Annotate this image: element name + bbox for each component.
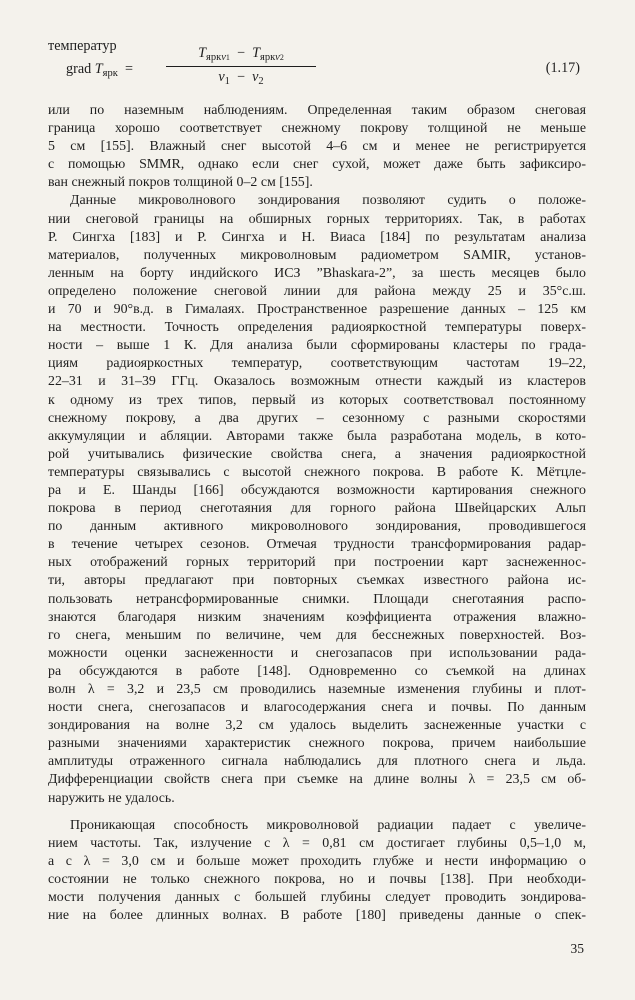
paragraph-2 — [48, 192, 586, 807]
text-line: зондирования на волне 3,2 см удалось выделить заснеженные участки с — [48, 718, 586, 734]
text-line: снежному покрову, а два других – сезонному с разными скоростями — [48, 410, 586, 426]
text-line: ван снежный покров толщиной 0–2 см [155]. — [48, 175, 313, 191]
den-nu2: ν — [252, 69, 259, 85]
text-line: граница хорошо соответствует снежному покрову толщиной не меньше — [48, 121, 586, 137]
text-line: нии снеговой границы на обширных горных территориях. Так, в работах — [48, 211, 586, 227]
text-line: материалов, полученных микроволновым радиометром SAMIR, установ- — [48, 247, 586, 263]
paragraph-3 — [48, 817, 586, 926]
formula-lhs — [66, 61, 133, 79]
text-line: разными значениями характеристик снежного покрова, причем наибольшие — [48, 736, 586, 752]
text-line: Проникающая способность микроволновой радиации падает с увеличе- — [70, 817, 586, 833]
text-line: определено положение снеговой линии для района между 25 и 35°с.ш. — [48, 283, 586, 299]
page-content — [48, 36, 586, 925]
text-line: 5 см [155]. Влажный снег высотой 4–6 см и менее не регистрируется — [48, 139, 586, 155]
text-line: пользовать нетрансформированные снимки. Площади снеготаяния распо- — [48, 591, 586, 607]
text-line: рой учитывались физические свойства снега, а значения радиояркостной — [48, 446, 586, 462]
text-line: или по наземным наблюдениям. Определенная таким образом снеговая — [48, 103, 586, 118]
text-line: го снега, меньшим по величине, чем для бесснежных поверхностей. Воз- — [48, 627, 586, 643]
num-sub2: ярк — [259, 52, 276, 63]
text-line: наружить не удалось. — [48, 790, 175, 806]
num-T1: T — [198, 45, 207, 61]
text-line: Р. Сингха [183] и Р. Сингха и Н. Виаса [184] по результатам анализа — [48, 229, 586, 245]
formula-equals: = — [124, 61, 133, 77]
paragraph-1 — [48, 102, 586, 192]
text-line: 22–31 и 31–39 ГГц. Оказалось возможным отнести каждый из кластеров — [48, 374, 586, 390]
text-line: ных отображений горных территорий при построении карт заснеженнос- — [48, 555, 586, 571]
den-minus: − — [236, 69, 245, 85]
equation-1-17 — [48, 36, 586, 102]
text-line: ти, авторы предлагают при повторных съемках известного района ис- — [48, 573, 586, 589]
text-line: состоянии не только снежного покрова, но и почвы [138]. При необходи- — [48, 871, 586, 887]
num-nu2: ν — [275, 52, 280, 63]
text-line: ности – выше 1 К. Для анализа были сформированы кластеры по града- — [48, 338, 586, 354]
text-line: по данным активного микроволнового зондирования, проводившегося — [48, 519, 586, 535]
text-line: температуры связывались с высотой снежного покрова. В работе К. Мётцле- — [48, 464, 586, 480]
text-line: амплитуды отраженного сигнала наблюдались для плотного снега и льда. — [48, 754, 586, 770]
num-nu1: ν — [221, 52, 226, 63]
text-line: Дифференциации свойств снега при съемке на длине волны λ = 23,5 см об- — [48, 772, 586, 788]
text-line: нием частоты. Так, излучение с λ = 0,81 см достигает глубины 0,5–1,0 м, — [48, 835, 586, 851]
formula-grad: grad — [66, 61, 92, 77]
text-line: ности снега, снегозапасов и влагосодержания снега и почвы. По данным — [48, 700, 586, 716]
num-sub1: ярк — [206, 52, 222, 63]
den-idx1: 1 — [224, 76, 230, 87]
text-line: с помощью SMMR, однако если снег сухой, может даже быть зафиксиро- — [48, 157, 586, 173]
num-idx1: 1 — [225, 53, 230, 62]
text-line: ленным на борту индийского ИСЗ ”Bhaskara-2”, за шесть месяцев было — [48, 265, 586, 281]
num-minus: − — [236, 45, 245, 61]
text-line: ра обсуждаются в работе [148]. Одновременно со съемкой на длинах — [48, 663, 586, 679]
equation-number: (1.17) — [545, 60, 580, 76]
text-line: ние на более длинных волнах. В работе [180] приведены данные о спек- — [48, 908, 586, 924]
den-nu1: ν — [218, 69, 225, 85]
text-line: циям радиояркостных температур, соответствующим частотам 19–22, — [48, 356, 586, 372]
text-line: в течение четырех сезонов. Отмечая трудности трансформирования радар- — [48, 537, 586, 553]
text-line: а с λ = 3,0 см и больше может проходить глубже и нести информацию о — [48, 853, 586, 869]
text-line: и 70 и 90°в.д. в Гималаях. Пространственное разрешение данных – 125 км — [48, 302, 586, 318]
text-line: к одному из трех типов, первый из которых соответствовал постоянному — [48, 392, 586, 408]
text-line: покрова в период снеготаяния для горного района Швейцарских Альп — [48, 501, 586, 517]
text-line: знаются благодаря низким значениям коэффициента отражения влажно- — [48, 609, 586, 625]
formula-top-text: температур — [48, 38, 117, 54]
text-line: аккумуляции и абляции. Авторами также была разработана модель, в кото- — [48, 428, 586, 444]
text-line: волн λ = 3,2 и 23,5 см проводились наземные изменения глубины и плот- — [48, 682, 586, 697]
formula-denominator — [166, 67, 316, 88]
formula-fraction — [166, 44, 316, 88]
text-line: на местности. Точность определения радиояркостной температуры поверх- — [48, 320, 586, 336]
text-line: Данные микроволнового зондирования позволяют судить о положе- — [70, 193, 586, 209]
formula-lhs-T: T — [94, 61, 103, 77]
page-number: 35 — [570, 941, 584, 956]
num-idx2: 2 — [279, 53, 284, 62]
text-line: ра и Е. Шанды [166] обсуждаются возможности картирования снежного — [48, 482, 586, 498]
den-idx2: 2 — [258, 76, 264, 87]
text-line: можности оценки заснеженности и снегозапасов при использовании рада- — [48, 645, 586, 661]
formula-lhs-sub: ярк — [102, 68, 118, 79]
text-line: мости получения данных с большей глубины следует проводить зондирова- — [48, 890, 586, 906]
num-T2: T — [252, 45, 260, 61]
formula-numerator — [166, 44, 316, 67]
